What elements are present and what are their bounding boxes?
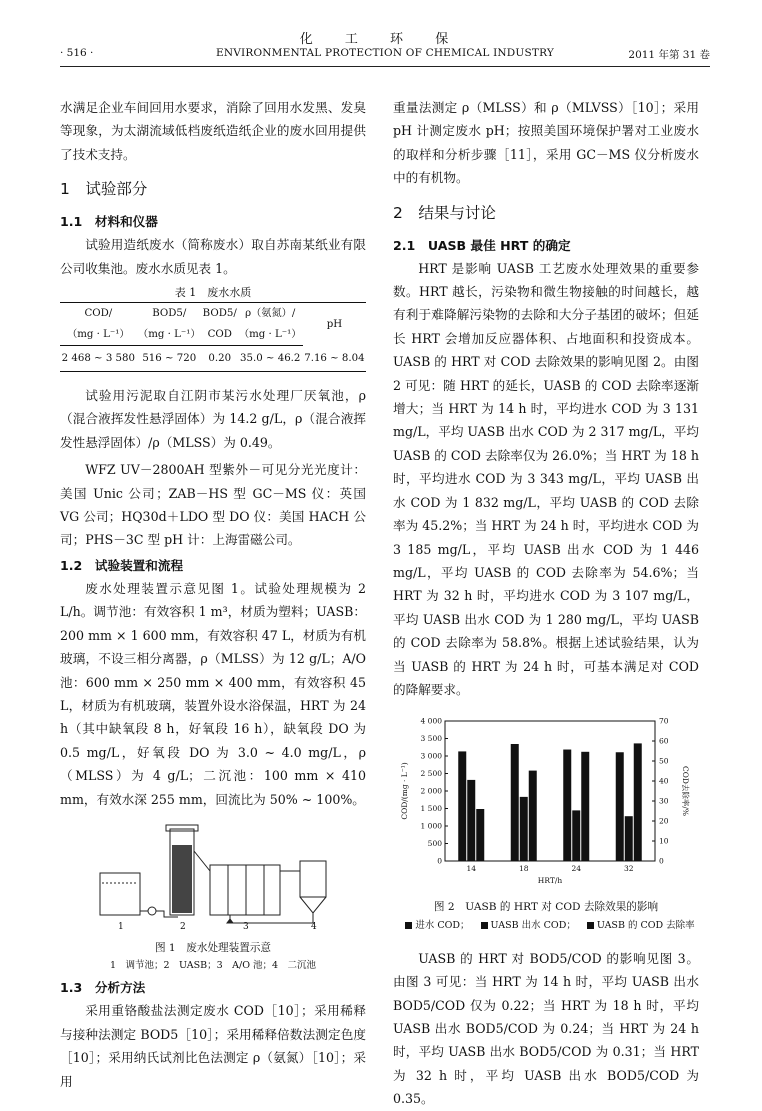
label-4: 4 xyxy=(311,921,317,932)
running-header xyxy=(60,47,710,65)
section-2-1-title: 2.1 UASB 最佳 HRT 的确定 xyxy=(393,237,571,253)
legend-item: UASB 的 COD 去除率 xyxy=(596,919,695,931)
bar xyxy=(529,771,537,861)
y2-tick-label: 30 xyxy=(659,796,669,806)
paragraph-methods: 采用重铬酸盐法测定废水 COD［10］；采用稀释与接种法测定 BOD5［10］；采用稀释倍数法测定色度［10］；采用纳氏试剂比色法测定 ρ（氨氮）［10］；采用 xyxy=(60,1003,366,1089)
journal-title-cn: 化 工 环 保 xyxy=(299,32,463,47)
y2-tick-label: 0 xyxy=(659,856,664,866)
y2-axis-label: COD去除率/% xyxy=(681,766,690,817)
y-tick-label: 3 500 xyxy=(420,734,442,744)
y-axis-label: COD/(mg · L⁻¹) xyxy=(400,762,409,820)
paragraph-instruments: WFZ UV－2800AH 型紫外－可见分光光度计：美国 Unic 公司；ZAB－HS 型 GC－MS 仪：英国 VG 公司；HQ30d＋LDO 型 DO 仪：美国 HACH 公司；PHS－3C 型 pH 计：上海雷磁公司。 xyxy=(60,462,366,548)
table-1-caption: 表 1 废水水质 xyxy=(174,286,252,300)
legend-marker xyxy=(587,922,594,929)
bar xyxy=(625,817,633,862)
bar xyxy=(616,753,624,862)
paragraph-hrt: HRT 是影响 UASB 工艺废水处理效果的重要参数。HRT 越长，污染物和微生物接触的时间越长，越有利于难降解污染物的去除和大分子基团的破坏；但延长 HRT 会增加反应器体积、占地面积和投资成本。UASB 的 HRT 对 COD 去除效果的影响见图 2。由图 2 可见：随 HRT 的延长，UASB 的 COD 去除率逐渐增大；当 HRT 为 14 h 时，平均进水 COD 为 3 131 mg/L，平均 UASB 出水 COD 为 2 317 mg/L，平均 UASB 的 COD 去除率仅为 26.0%；当 HRT 为 18 h 时，平均进水 COD 为 3 343 mg/L，平均 UASB 出水 COD 为 1 832 mg/L，平均 UASB 的 COD 去除率为 45.2%；当 HRT 为 24 h 时，平均进水 COD 为 3 185 mg/L，平均 UASB 出水 COD 为 1 446 mg/L，平均 UASB 的 COD 去除率为 54.6%；当 HRT 为 32 h 时，平均进水 COD 为 3 107 mg/L，平均 UASB 出水 COD 为 1 280 mg/L，平均 UASB 的 COD 去除率为 58.8%。根据上述试验结果，认为当 UASB 的 HRT 为 24 h 时，可基本满足对 COD 的降解要求。 xyxy=(393,260,699,697)
cod-removal-chart xyxy=(393,711,699,891)
bar xyxy=(634,744,642,862)
section-1-3-title: 1.3 分析方法 xyxy=(60,980,146,996)
bar xyxy=(511,744,519,861)
col-unit: （mg · L⁻¹） xyxy=(137,324,202,346)
y2-tick-label: 60 xyxy=(659,736,669,746)
bar xyxy=(581,752,589,861)
left-column xyxy=(60,96,366,1093)
journal-title-en: ENVIRONMENTAL PROTECTION OF CHEMICAL INDUSTRY xyxy=(215,47,554,59)
bar xyxy=(458,752,466,862)
table-cell: 2 468 ~ 3 580 xyxy=(60,346,137,372)
header-rule xyxy=(60,66,710,67)
legend-marker xyxy=(481,922,488,929)
y2-tick-label: 40 xyxy=(659,776,669,786)
section-2-title: 2 结果与讨论 xyxy=(393,203,496,222)
label-1: 1 xyxy=(118,921,124,932)
col-header-bod5-cod: BOD5/ xyxy=(202,303,238,325)
y-tick-label: 2 500 xyxy=(420,769,442,779)
label-3: 3 xyxy=(243,921,249,932)
y2-tick-label: 20 xyxy=(659,816,669,826)
paragraph-bod: UASB 的 HRT 对 BOD5/COD 的影响见图 3。由图 3 可见：当 HRT 为 14 h 时，平均 UASB 出水 BOD5/COD 仅为 0.22；当 HRT 为 18 h 时，平均 UASB 出水 BOD5/COD 为 0.24；当 HRT 为 24 h 时，平均 UASB 出水 BOD5/COD 为 0.31；当 HRT 为 32 h 时，平均 UASB 出水 BOD5/COD 为 0.35。 xyxy=(393,950,699,1107)
figure-1-caption: 图 1 废水处理装置示意 xyxy=(154,942,272,955)
y-tick-label: 500 xyxy=(427,839,442,849)
table-cell: 35.0 ~ 46.2 xyxy=(238,346,303,372)
table-cell: 7.16 ~ 8.04 xyxy=(303,346,366,372)
col-unit: COD xyxy=(202,324,238,346)
legend-item: 进水 COD； xyxy=(415,919,470,931)
intro-continuation: 水满足企业车间回用水要求，消除了回用水发黑、发臭等现象，为太湖流域低档废纸造纸企业的废水回用提供了技术支持。 xyxy=(60,100,366,162)
figure-2-legend xyxy=(393,918,699,933)
table-cell: 516 ~ 720 xyxy=(137,346,202,372)
figure-1-legend: 1 调节池；2 UASB；3 A/O 池；4 二沉池 xyxy=(109,960,317,972)
figure-1 xyxy=(60,821,366,974)
paragraph-methods-cont: 重量法测定 ρ（MLSS）和 ρ（MLVSS）［10］；采用 pH 计测定废水 pH；按照美国环境保护署对工业废水的取样和分析步骤［11］，采用 GC－MS 仪分析废水中的有机物。 xyxy=(393,100,699,186)
treatment-apparatus-diagram xyxy=(60,821,366,933)
paragraph-device: 废水处理装置示意见图 1。试验处理规模为 2 L/h。调节池：有效容积 1 m³，材质为塑料；UASB：200 mm × 1 600 mm，有效容积 47 L，材质为有机玻璃，不设三相分离器，ρ（MLSS）为 12 g/L；A/O 池：600 mm × 250 mm × 400 mm，有效容积 45 L，材质为有机玻璃，装置外设水浴保温，HRT 为 24 h（其中缺氧段 8 h，好氧段 16 h），缺氧段 DO 为 0.5 mg/L，好氧段 DO 为 3.0 ~ 4.0 mg/L，ρ（MLSS）为 4 g/L；二沉池：100 mm × 410 mm，有效水深 255 mm，回流比为 50% ~ 100%。 xyxy=(60,580,366,807)
paragraph-sludge: 试验用污泥取自江阴市某污水处理厂厌氧池，ρ（混合液挥发性悬浮固体）为 14.2 g/L，ρ（混合液挥发性悬浮固体）/ρ（MLSS）为 0.49。 xyxy=(60,388,366,450)
secondary-settler xyxy=(300,861,326,897)
y2-tick-label: 70 xyxy=(659,716,669,726)
col-header-cod: COD/ xyxy=(60,303,137,325)
x-tick-label: 32 xyxy=(623,864,634,874)
y-tick-label: 1 500 xyxy=(420,804,442,814)
figure-2 xyxy=(393,711,699,932)
table-cell: 0.20 xyxy=(202,346,238,372)
col-unit: （mg · L⁻¹） xyxy=(60,324,137,346)
regulating-tank xyxy=(100,873,140,915)
y-tick-label: 1 000 xyxy=(420,821,442,831)
legend-marker xyxy=(405,922,412,929)
year-volume: 2011 年第 31 卷 xyxy=(628,49,710,61)
section-1-title: 1 试验部分 xyxy=(60,180,148,199)
col-unit: （mg · L⁻¹） xyxy=(238,324,303,346)
section-1-1-title: 1.1 材料和仪器 xyxy=(60,214,158,230)
x-tick-label: 18 xyxy=(518,864,529,874)
x-tick-label: 24 xyxy=(571,864,582,874)
bar xyxy=(520,797,528,861)
x-axis-label: HRT/h xyxy=(537,876,563,886)
col-header-bod5: BOD5/ xyxy=(137,303,202,325)
paragraph-sample: 试验用造纸废水（简称废水）取自苏南某纸业有限公司收集池。废水水质见表 1。 xyxy=(60,237,366,276)
y-tick-label: 4 000 xyxy=(420,716,442,726)
water-quality-table xyxy=(60,302,366,372)
section-1-2-title: 1.2 试验装置和流程 xyxy=(60,557,184,573)
y2-tick-label: 50 xyxy=(659,756,669,766)
figure-2-caption: 图 2 UASB 的 HRT 对 COD 去除效果的影响 xyxy=(433,900,659,913)
page-number: · 516 · xyxy=(60,47,94,59)
y-tick-label: 2 000 xyxy=(420,786,442,796)
bar xyxy=(563,750,571,861)
y-tick-label: 0 xyxy=(437,856,442,866)
legend-item: UASB 出水 COD； xyxy=(490,919,576,931)
ao-tank xyxy=(210,865,280,915)
table-row xyxy=(60,346,366,372)
col-header-ammonia: ρ（氨氮）/ xyxy=(238,303,303,325)
bar xyxy=(572,811,580,862)
y2-tick-label: 10 xyxy=(659,836,669,846)
pump-icon xyxy=(148,907,156,915)
bar xyxy=(476,809,484,861)
right-column xyxy=(393,96,699,1111)
x-tick-label: 14 xyxy=(466,864,477,874)
col-header-ph: pH xyxy=(303,303,366,346)
bar xyxy=(467,780,475,861)
label-2: 2 xyxy=(180,921,186,932)
y-tick-label: 3 000 xyxy=(420,751,442,761)
